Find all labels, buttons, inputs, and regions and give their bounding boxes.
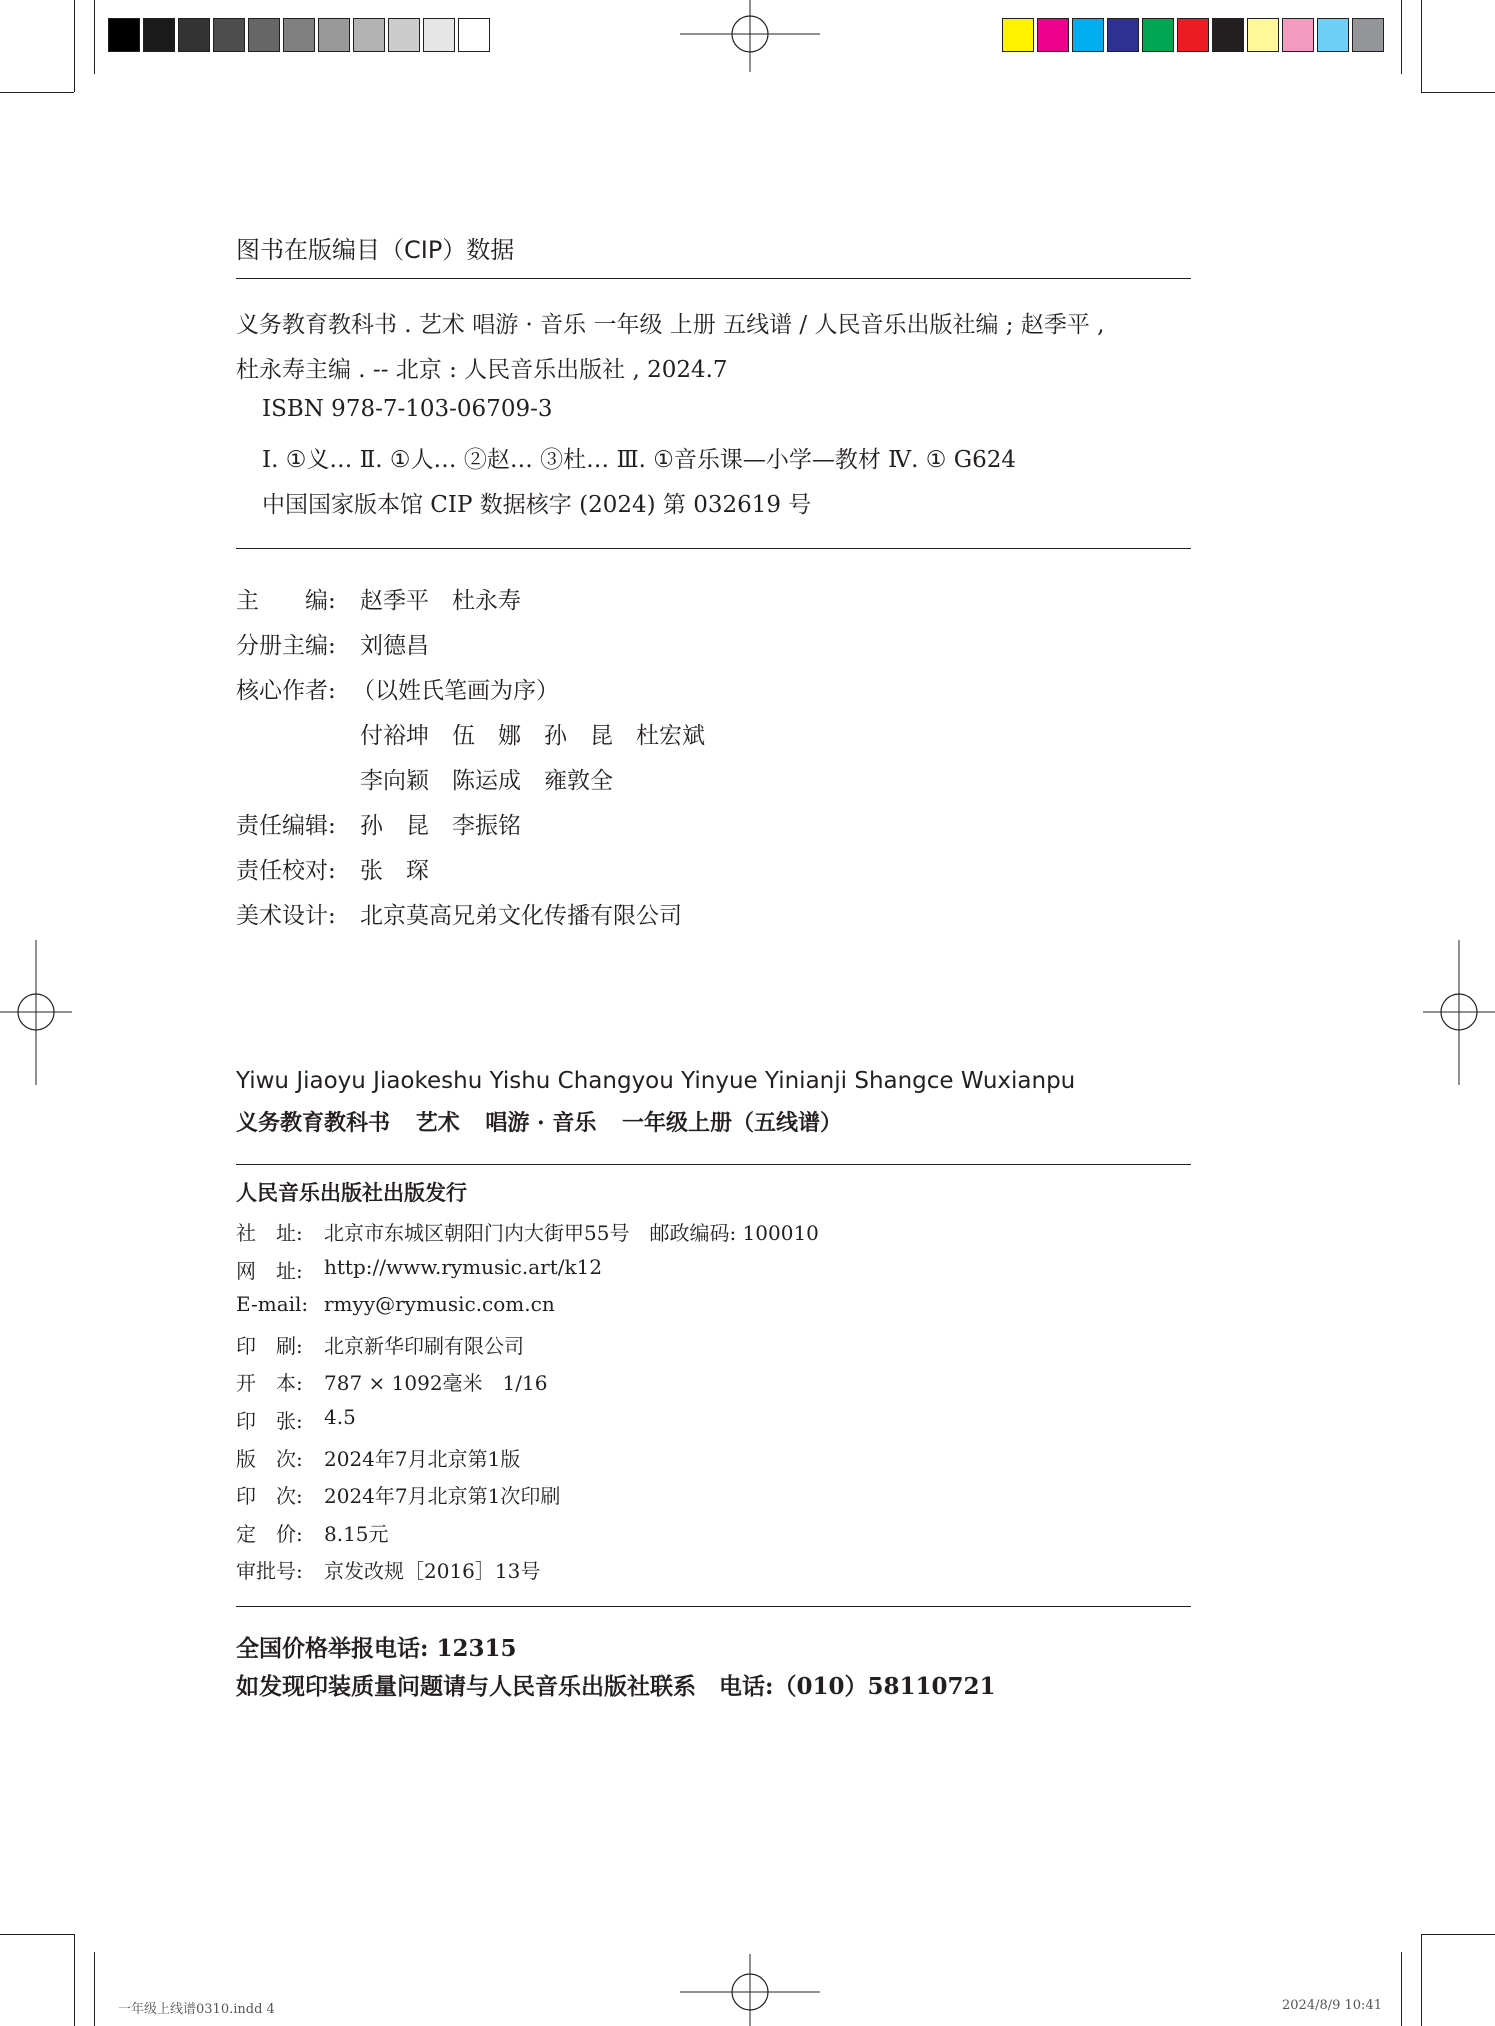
color-swatch bbox=[1317, 18, 1349, 52]
publisher-info-label: 印 刷: bbox=[236, 1333, 303, 1358]
divider bbox=[236, 1606, 1191, 1607]
core-authors-label: 核心作者: bbox=[236, 678, 336, 704]
publisher-info-label: 开 本: bbox=[236, 1371, 303, 1396]
cip-classification: Ⅰ. ①义… Ⅱ. ①人… ②赵… ③杜… Ⅲ. ①音乐课—小学—教材 Ⅳ. ① G624 bbox=[262, 447, 1016, 473]
publisher-info-value: 787 × 1092毫米 1/16 bbox=[324, 1371, 548, 1396]
crop-mark bbox=[1421, 1934, 1495, 1935]
publisher-info-label: 社 址: bbox=[236, 1221, 303, 1245]
publisher-info-value: 8.15元 bbox=[324, 1521, 389, 1546]
publisher-info-value: 北京新华印刷有限公司 bbox=[324, 1333, 524, 1358]
color-swatch bbox=[1247, 18, 1279, 52]
publisher-info-value: 京发改规［2016］13号 bbox=[324, 1559, 541, 1584]
slug-filename: 一年级上线谱0310.indd 4 bbox=[118, 2002, 275, 2017]
core-authors-row-1: 付裕坤 伍 娜 孙 昆 杜宏斌 bbox=[360, 723, 705, 749]
chief-editor-label: 主 编: bbox=[236, 588, 336, 614]
crop-mark bbox=[74, 0, 75, 92]
publisher-title: 人民音乐出版社出版发行 bbox=[236, 1180, 467, 1205]
publisher-info-value: rmyy@rymusic.com.cn bbox=[324, 1292, 555, 1317]
registration-target-right bbox=[1423, 940, 1495, 1085]
crop-mark bbox=[1401, 1952, 1402, 2026]
divider bbox=[236, 278, 1191, 279]
color-swatch bbox=[1107, 18, 1139, 52]
gray-swatch bbox=[283, 18, 315, 52]
gray-swatch bbox=[213, 18, 245, 52]
color-swatch bbox=[1352, 18, 1384, 52]
publisher-info-value: 4.5 bbox=[324, 1405, 356, 1429]
gray-swatch bbox=[108, 18, 140, 52]
publisher-info-label: 印 张: bbox=[236, 1409, 303, 1433]
cip-isbn: ISBN 978-7-103-06709-3 bbox=[262, 396, 553, 422]
book-title-part: 义务教育教科书 bbox=[236, 1110, 391, 1136]
responsible-editor-value: 孙 昆 李振铭 bbox=[360, 813, 521, 839]
color-swatch bbox=[1177, 18, 1209, 52]
gray-swatch bbox=[143, 18, 175, 52]
crop-mark bbox=[1421, 1934, 1422, 2026]
publisher-info-label: 审批号: bbox=[236, 1559, 303, 1584]
book-title-pinyin: Yiwu Jiaoyu Jiaokeshu Yishu Changyou Yinyue Yinianji Shangce Wuxianpu bbox=[236, 1068, 1076, 1094]
cip-title: 图书在版编目（CIP）数据 bbox=[236, 236, 515, 264]
color-swatch bbox=[1142, 18, 1174, 52]
crop-mark bbox=[1421, 92, 1495, 93]
gray-swatch bbox=[318, 18, 350, 52]
volume-editor-label: 分册主编: bbox=[236, 633, 336, 659]
registration-target-bottom bbox=[680, 1954, 820, 2026]
publisher-info-label: 定 价: bbox=[236, 1521, 303, 1546]
cip-number: 中国国家版本馆 CIP 数据核字 (2024) 第 032619 号 bbox=[262, 492, 812, 518]
publisher-info-value: http://www.rymusic.art/k12 bbox=[324, 1254, 603, 1279]
quality-contact: 如发现印装质量问题请与人民音乐出版社联系 电话:（010）58110721 bbox=[236, 1673, 996, 1700]
book-title-chinese bbox=[236, 1106, 842, 1137]
crop-mark bbox=[0, 1934, 74, 1935]
color-swatch bbox=[1002, 18, 1034, 52]
gray-swatch bbox=[458, 18, 490, 52]
publisher-info-value: 北京市东城区朝阳门内大街甲55号 邮政编码: 100010 bbox=[324, 1221, 819, 1245]
crop-mark bbox=[0, 92, 74, 93]
color-swatch bbox=[1072, 18, 1104, 52]
crop-mark bbox=[94, 0, 95, 74]
core-authors-row-2: 李向颖 陈运成 雍敦全 bbox=[360, 768, 613, 794]
book-title-part: 艺术 bbox=[415, 1110, 460, 1136]
crop-mark bbox=[1401, 0, 1402, 74]
crop-mark bbox=[94, 1952, 95, 2026]
publisher-info-label: E-mail: bbox=[236, 1292, 309, 1317]
registration-target-left bbox=[0, 940, 72, 1085]
publisher-info-label: 版 次: bbox=[236, 1446, 303, 1471]
art-design-label: 美术设计: bbox=[236, 903, 336, 929]
crop-mark bbox=[1421, 0, 1422, 92]
book-title-part: 唱游 · 音乐 bbox=[485, 1110, 597, 1136]
gray-swatch bbox=[353, 18, 385, 52]
responsible-editor-label: 责任编辑: bbox=[236, 813, 336, 839]
slug-timestamp: 2024/8/9 10:41 bbox=[1282, 1998, 1382, 2013]
gray-swatch bbox=[388, 18, 420, 52]
registration-target-top bbox=[680, 0, 820, 72]
core-authors-note: （以姓氏笔画为序） bbox=[352, 678, 559, 704]
gray-swatch bbox=[248, 18, 280, 52]
price-hotline: 全国价格举报电话: 12315 bbox=[236, 1635, 517, 1662]
cip-line-2: 杜永寿主编 . -- 北京 : 人民音乐出版社 , 2024.7 bbox=[236, 357, 728, 383]
volume-editor-value: 刘德昌 bbox=[360, 633, 429, 659]
color-swatch bbox=[1037, 18, 1069, 52]
color-swatch bbox=[1282, 18, 1314, 52]
gray-swatch bbox=[423, 18, 455, 52]
publisher-info-label: 网 址: bbox=[236, 1258, 303, 1283]
color-swatch bbox=[1212, 18, 1244, 52]
book-title-part: 一年级上册（五线谱） bbox=[622, 1110, 843, 1136]
divider bbox=[236, 1164, 1191, 1165]
publisher-info-value: 2024年7月北京第1次印刷 bbox=[324, 1484, 561, 1509]
chief-editor-value: 赵季平 杜永寿 bbox=[360, 588, 521, 614]
crop-mark bbox=[74, 1934, 75, 2026]
gray-swatch bbox=[178, 18, 210, 52]
art-design-value: 北京莫高兄弟文化传播有限公司 bbox=[360, 903, 682, 929]
proofreader-label: 责任校对: bbox=[236, 858, 336, 884]
proofreader-value: 张 琛 bbox=[360, 858, 429, 884]
publisher-info-label: 印 次: bbox=[236, 1484, 303, 1509]
divider bbox=[236, 548, 1191, 549]
publisher-info-value: 2024年7月北京第1版 bbox=[324, 1446, 521, 1471]
cip-line-1: 义务教育教科书 . 艺术 唱游 · 音乐 一年级 上册 五线谱 / 人民音乐出版社编 ; 赵季平 , bbox=[236, 312, 1105, 338]
